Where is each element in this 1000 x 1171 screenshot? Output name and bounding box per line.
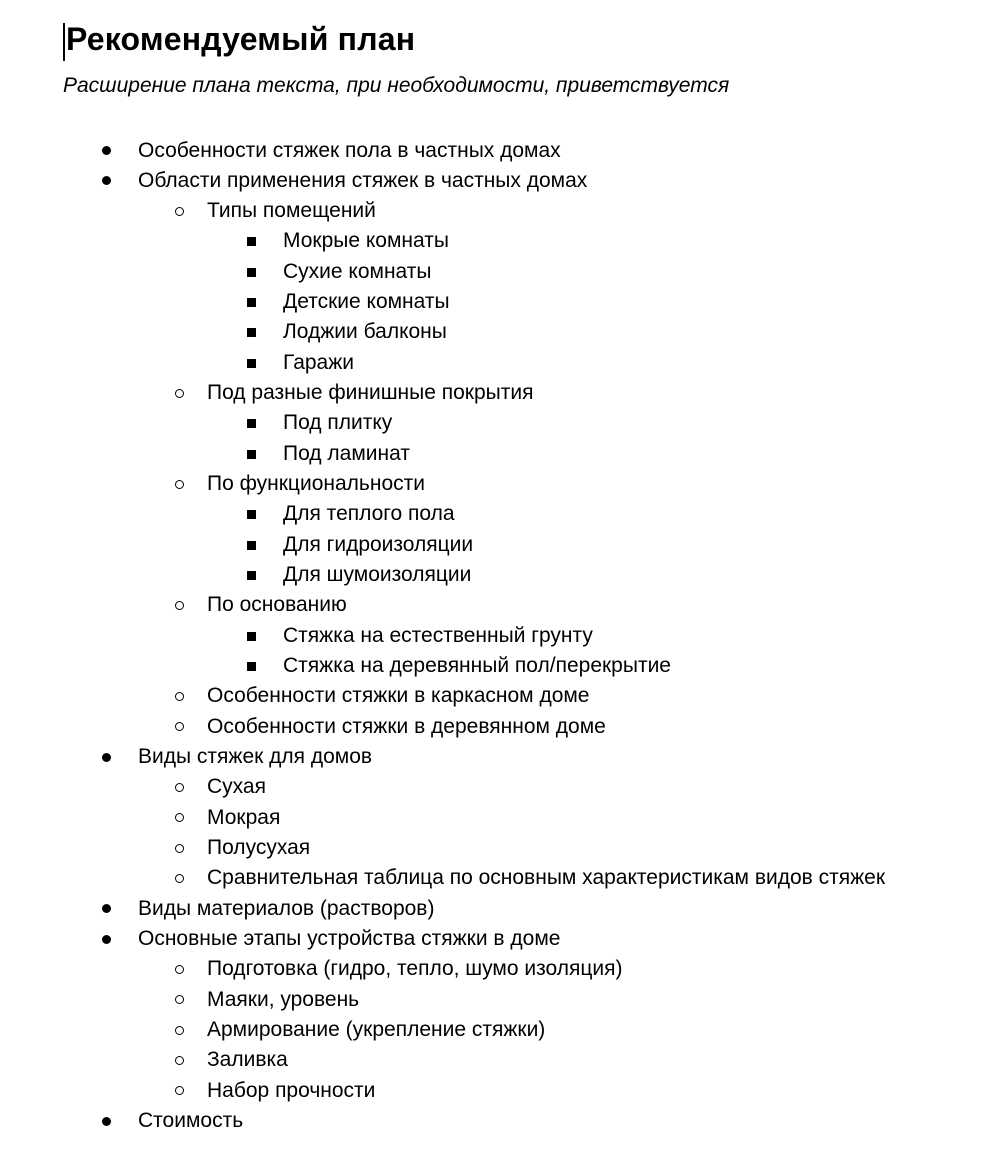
circle-bullet-icon <box>175 601 184 610</box>
document-subtitle[interactable]: Расширение плана текста, при необходимости, приветствуется <box>63 74 730 97</box>
outline-list <box>0 136 1000 1137</box>
list-item <box>0 954 1000 984</box>
list-item-text[interactable]: По функциональности <box>207 472 425 496</box>
list-item <box>0 530 1000 560</box>
list-item <box>0 772 1000 802</box>
list-item-text[interactable]: Сухие комнаты <box>283 259 432 283</box>
circle-bullet-icon <box>175 389 184 398</box>
list-item-text[interactable]: Виды стяжек для домов <box>138 745 373 769</box>
circle-bullet-icon <box>175 1056 184 1065</box>
square-bullet-icon <box>247 268 256 277</box>
list-item <box>0 469 1000 499</box>
disc-bullet-icon <box>102 1117 111 1126</box>
list-item-text[interactable]: Лоджии балконы <box>283 320 447 344</box>
list-item-text[interactable]: Под ламинат <box>283 441 410 465</box>
disc-bullet-icon <box>102 753 111 762</box>
square-bullet-icon <box>247 359 256 368</box>
list-item-text[interactable]: Заливка <box>207 1048 288 1072</box>
list-item <box>0 1076 1000 1106</box>
list-item <box>0 742 1000 772</box>
text-cursor-caret <box>63 23 65 61</box>
list-item-text[interactable]: Виды материалов (растворов) <box>138 896 435 920</box>
disc-bullet-icon <box>102 176 111 185</box>
list-item <box>0 499 1000 529</box>
list-item-text[interactable]: Маяки, уровень <box>207 987 360 1011</box>
list-item <box>0 833 1000 863</box>
document-title[interactable]: Рекомендуемый план <box>66 21 416 57</box>
list-item-text[interactable]: Сухая <box>207 775 266 799</box>
list-item-text[interactable]: Области применения стяжек в частных домах <box>138 168 588 192</box>
square-bullet-icon <box>247 450 256 459</box>
circle-bullet-icon <box>175 965 184 974</box>
list-item <box>0 317 1000 347</box>
list-item <box>0 1045 1000 1075</box>
list-item <box>0 621 1000 651</box>
list-item-text[interactable]: Армирование (укрепление стяжки) <box>207 1018 546 1042</box>
circle-bullet-icon <box>175 692 184 701</box>
list-item <box>0 1015 1000 1045</box>
list-item-text[interactable]: Для гидроизоляции <box>283 532 474 556</box>
square-bullet-icon <box>247 328 256 337</box>
circle-bullet-icon <box>175 813 184 822</box>
list-item <box>0 863 1000 893</box>
list-item <box>0 166 1000 196</box>
list-item-text[interactable]: Подготовка (гидро, тепло, шумо изоляция) <box>207 957 623 981</box>
list-item-text[interactable]: Стяжка на деревянный пол/перекрытие <box>283 654 671 678</box>
circle-bullet-icon <box>175 207 184 216</box>
list-item-text[interactable]: Особенности стяжки в деревянном доме <box>207 714 606 738</box>
list-item <box>0 560 1000 590</box>
list-item-text[interactable]: Типы помещений <box>207 199 376 223</box>
list-item <box>0 257 1000 287</box>
list-item-text[interactable]: Полусухая <box>207 836 311 860</box>
square-bullet-icon <box>247 510 256 519</box>
square-bullet-icon <box>247 419 256 428</box>
list-item-text[interactable]: Гаражи <box>283 350 355 374</box>
list-item-text[interactable]: По основанию <box>207 593 347 617</box>
list-item-text[interactable]: Стяжка на естественный грунту <box>283 623 593 647</box>
list-item <box>0 287 1000 317</box>
list-item-text[interactable]: Для теплого пола <box>283 502 455 526</box>
list-item <box>0 894 1000 924</box>
list-item-text[interactable]: Стоимость <box>138 1109 244 1132</box>
list-item <box>0 985 1000 1015</box>
list-item-text[interactable]: Под плитку <box>283 411 393 435</box>
square-bullet-icon <box>247 541 256 550</box>
circle-bullet-icon <box>175 874 184 883</box>
disc-bullet-icon <box>102 904 111 913</box>
list-item-text[interactable]: Под разные финишные покрытия <box>207 381 534 405</box>
list-item <box>0 924 1000 954</box>
square-bullet-icon <box>247 571 256 580</box>
list-item <box>0 803 1000 833</box>
list-item <box>0 590 1000 620</box>
list-item <box>0 712 1000 742</box>
circle-bullet-icon <box>175 783 184 792</box>
list-item <box>0 136 1000 166</box>
list-item <box>0 348 1000 378</box>
list-item <box>0 1106 1000 1136</box>
circle-bullet-icon <box>175 1086 184 1095</box>
list-item <box>0 651 1000 681</box>
list-item <box>0 408 1000 438</box>
list-item-text[interactable]: Детские комнаты <box>283 290 450 314</box>
disc-bullet-icon <box>102 935 111 944</box>
list-item-text[interactable]: Основные этапы устройства стяжки в доме <box>138 927 561 951</box>
circle-bullet-icon <box>175 844 184 853</box>
list-item <box>0 196 1000 226</box>
list-item <box>0 226 1000 256</box>
list-item-text[interactable]: Мокрые комнаты <box>283 229 449 253</box>
disc-bullet-icon <box>102 146 111 155</box>
circle-bullet-icon <box>175 722 184 731</box>
square-bullet-icon <box>247 662 256 671</box>
square-bullet-icon <box>247 632 256 641</box>
list-item-text[interactable]: Для шумоизоляции <box>283 563 472 587</box>
list-item-text[interactable]: Сравнительная таблица по основным характеристикам видов стяжек <box>207 866 886 890</box>
list-item-text[interactable]: Мокрая <box>207 805 281 829</box>
square-bullet-icon <box>247 237 256 246</box>
circle-bullet-icon <box>175 995 184 1004</box>
list-item <box>0 681 1000 711</box>
list-item-text[interactable]: Набор прочности <box>207 1078 376 1102</box>
list-item <box>0 378 1000 408</box>
list-item-text[interactable]: Особенности стяжки в каркасном доме <box>207 684 590 708</box>
list-item-text[interactable]: Особенности стяжек пола в частных домах <box>138 138 561 162</box>
circle-bullet-icon <box>175 1026 184 1035</box>
list-item <box>0 439 1000 469</box>
square-bullet-icon <box>247 298 256 307</box>
circle-bullet-icon <box>175 480 184 489</box>
